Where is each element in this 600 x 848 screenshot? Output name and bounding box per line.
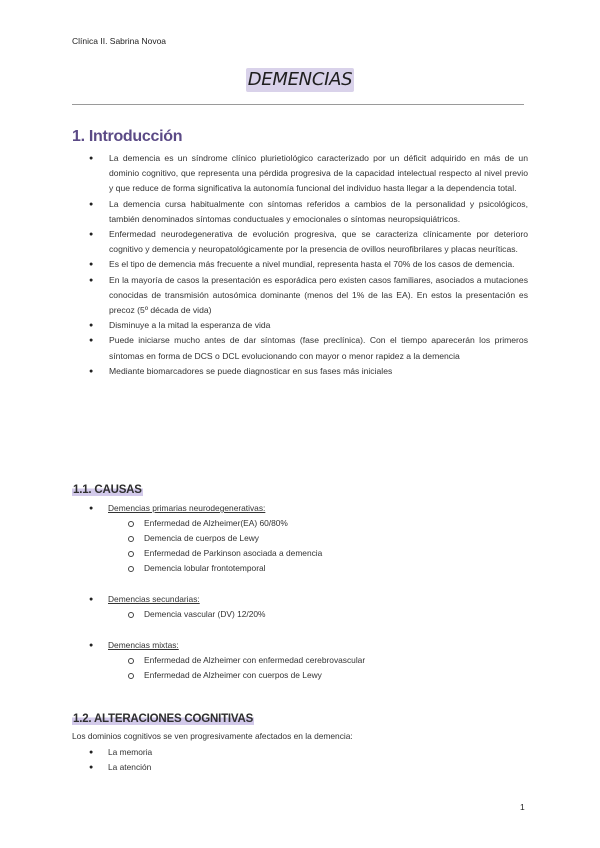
list-item: ● Puede iniciarse mucho antes de dar síntomas (fase preclínica). Con el tiempo aparecerán los primeros síntomas en forma de DCS o DCL evolucionando con mayor o menor rapidez a la demencia xyxy=(72,333,528,363)
page-number: 1 xyxy=(520,802,525,812)
cause-sublist xyxy=(108,607,528,622)
cause-sublist xyxy=(108,516,528,576)
list-item: ● En la mayoría de casos la presentación es esporádica pero existen casos familiares, asociados a mutaciones conocidas de transmisión autosómica dominante (menos del 1% de las EA). En estos la presentación es precoz (5º década de vida) xyxy=(72,273,528,319)
cognitive-intro-paragraph: Los dominios cognitivos se ven progresivamente afectados en la demencia: xyxy=(72,731,353,741)
list-item: Demencia vascular (DV) 12/20% xyxy=(108,607,528,622)
page-header-author: Clínica II. Sabrina Novoa xyxy=(72,36,167,46)
list-item: ● Mediante biomarcadores se puede diagnosticar en sus fases más iniciales xyxy=(72,364,528,379)
cause-group-primarias xyxy=(72,501,528,576)
section-heading-alteraciones-text: 1.2. ALTERACIONES COGNITIVAS xyxy=(73,713,254,725)
cause-category-label: Demencias mixtas: xyxy=(108,640,179,650)
cognitive-domains-list xyxy=(72,745,528,775)
causes-list xyxy=(72,501,528,699)
cause-group-mixtas xyxy=(72,638,528,683)
list-item: Enfermedad de Alzheimer con cuerpos de Lewy xyxy=(108,668,528,683)
section-heading-introduccion: 1. Introducción xyxy=(72,128,183,145)
section-heading-causas-text: 1.1. CAUSAS xyxy=(73,484,142,496)
list-item: Enfermedad de Alzheimer(EA) 60/80% xyxy=(108,516,528,531)
section-heading-causas xyxy=(72,484,143,496)
cause-sublist xyxy=(108,653,528,683)
list-item: Demencia lobular frontotemporal xyxy=(108,561,528,576)
list-item: ● La demencia es un síndrome clínico plurietiológico caracterizado por un déficit adquirido en más de un dominio cognitivo, que representa una pérdida progresiva de la capacidad intelectual respecto al nivel previo y que reduce de forma significativa la autonomía funcional del individuo hasta llegar a la dependencia total. xyxy=(72,151,528,197)
cause-category-label: Demencias primarias neurodegenerativas: xyxy=(108,503,266,513)
list-item: ● Enfermedad neurodegenerativa de evolución progresiva, que se caracteriza clínicamente por deterioro cognitivo y demencia y neuropatológicamente por la presencia de ovillos neurofibrilares y placas neuríticas. xyxy=(72,227,528,257)
list-item: Demencia de cuerpos de Lewy xyxy=(108,531,528,546)
cause-category-label: Demencias secundarias: xyxy=(108,594,200,604)
intro-bullet-list xyxy=(72,151,528,379)
title-divider xyxy=(72,104,524,105)
list-item: ● Es el tipo de demencia más frecuente a nivel mundial, representa hasta el 70% de los casos de demencia. xyxy=(72,257,528,272)
section-heading-alteraciones xyxy=(72,713,254,725)
page-title: DEMENCIAS xyxy=(247,69,353,90)
list-item: ● La atención xyxy=(72,760,528,775)
list-item: Enfermedad de Alzheimer con enfermedad cerebrovascular xyxy=(108,653,528,668)
list-item: ● La demencia cursa habitualmente con síntomas referidos a cambios de la personalidad y psicológicos, también denominados síntomas conductuales y emocionales o síntomas neuropsiquiátricos. xyxy=(72,197,528,227)
cause-group-secundarias xyxy=(72,592,528,622)
list-item: Enfermedad de Parkinson asociada a demencia xyxy=(108,546,528,561)
list-item: ● La memoria xyxy=(72,745,528,760)
list-item: ● Disminuye a la mitad la esperanza de vida xyxy=(72,318,528,333)
